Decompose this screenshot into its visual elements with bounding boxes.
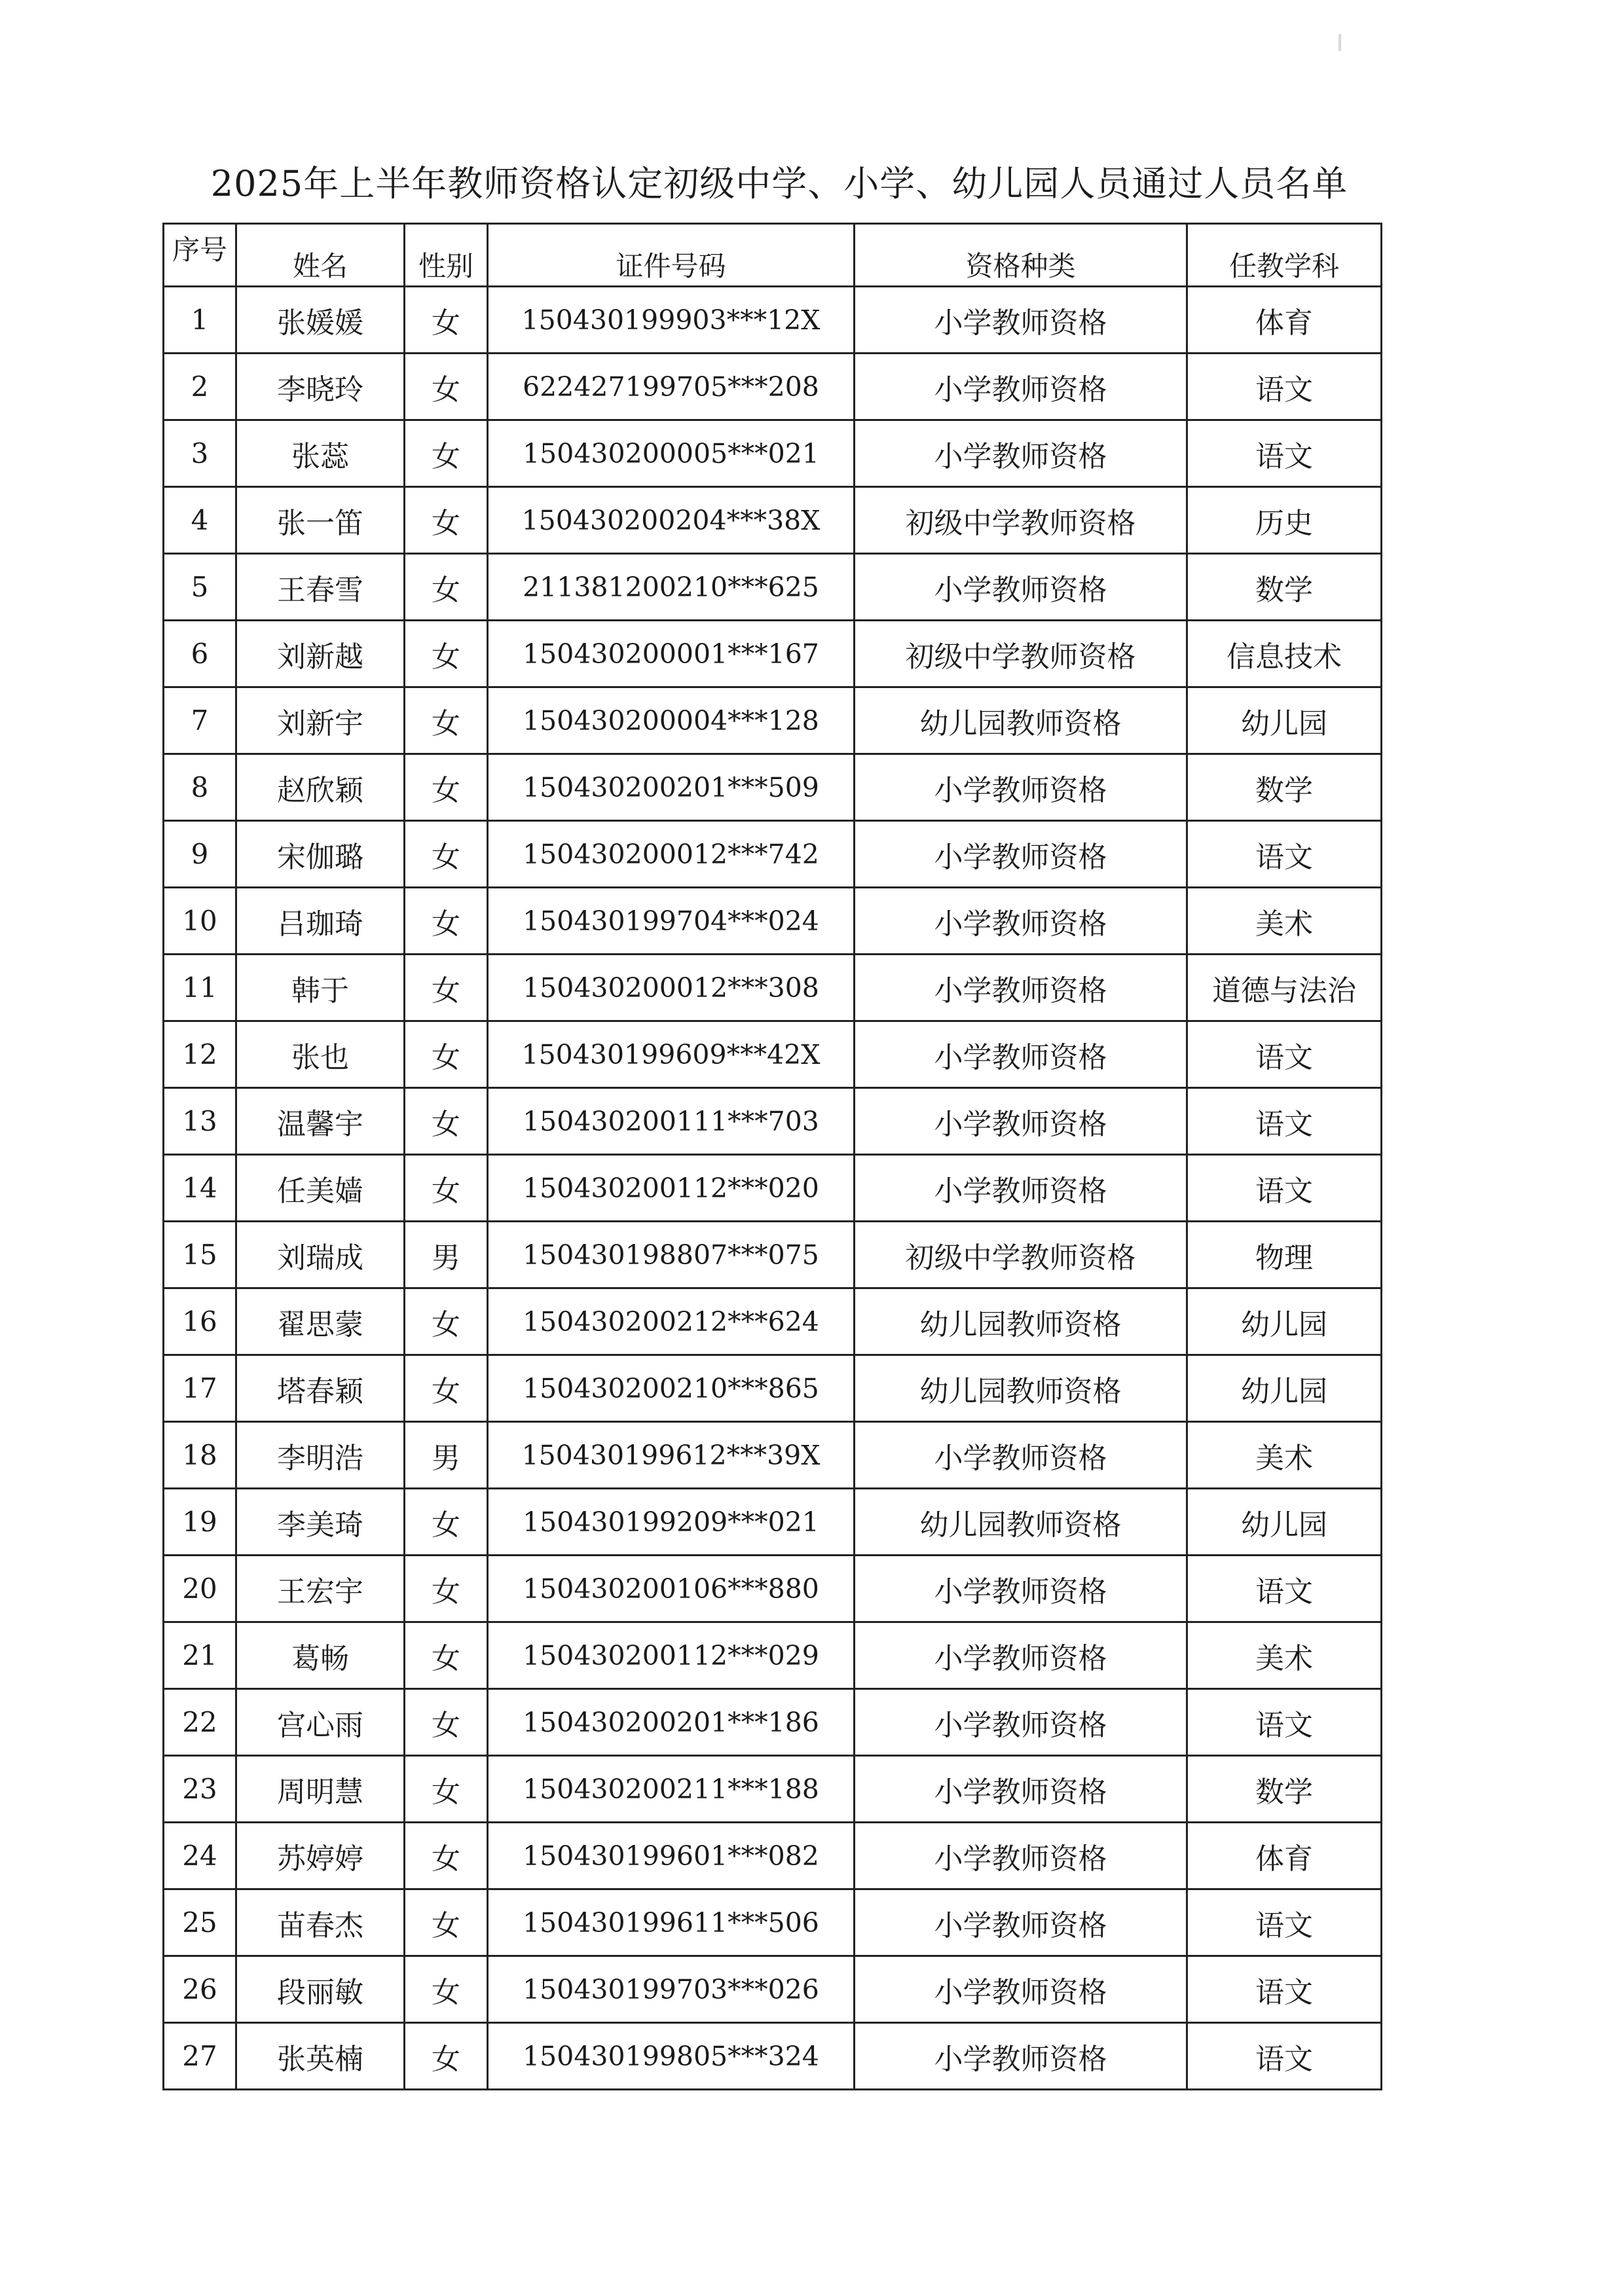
cell-qualification: 幼儿园教师资格 <box>855 1489 1187 1556</box>
cell-subject: 语文 <box>1187 420 1382 487</box>
cell-name: 王春雪 <box>236 554 405 621</box>
cell-gender: 女 <box>405 888 488 955</box>
cell-gender: 女 <box>405 1288 488 1355</box>
cell-seq: 26 <box>164 1956 236 2023</box>
cell-subject: 语文 <box>1187 1689 1382 1756</box>
cell-gender: 女 <box>405 1489 488 1556</box>
cell-id-number: 150430199703***026 <box>488 1956 855 2023</box>
cell-subject: 数学 <box>1187 1756 1382 1823</box>
cell-qualification: 小学教师资格 <box>855 1889 1187 1956</box>
cell-id-number: 150430200004***128 <box>488 687 855 754</box>
cell-subject: 美术 <box>1187 1622 1382 1689</box>
cell-subject: 语文 <box>1187 1889 1382 1956</box>
cell-id-number: 150430200012***308 <box>488 955 855 1021</box>
table-row <box>164 487 1382 554</box>
cell-seq: 21 <box>164 1622 236 1689</box>
cell-name: 刘新宇 <box>236 687 405 754</box>
cell-qualification: 幼儿园教师资格 <box>855 687 1187 754</box>
table-row <box>164 1689 1382 1756</box>
cell-subject: 语文 <box>1187 821 1382 888</box>
header-subject: 任教学科 <box>1187 224 1382 287</box>
cell-seq: 20 <box>164 1556 236 1622</box>
cell-name: 张媛媛 <box>236 287 405 354</box>
cell-name: 宋伽璐 <box>236 821 405 888</box>
cell-gender: 女 <box>405 1155 488 1222</box>
table-row <box>164 687 1382 754</box>
table-row <box>164 354 1382 420</box>
cell-subject: 语文 <box>1187 1956 1382 2023</box>
cell-seq: 7 <box>164 687 236 754</box>
cell-qualification: 小学教师资格 <box>855 1622 1187 1689</box>
cell-seq: 11 <box>164 955 236 1021</box>
cell-id-number: 150430200112***020 <box>488 1155 855 1222</box>
cell-id-number: 150430199612***39X <box>488 1422 855 1489</box>
cell-subject: 语文 <box>1187 1021 1382 1088</box>
cell-qualification: 小学教师资格 <box>855 554 1187 621</box>
header-qualification: 资格种类 <box>855 224 1187 287</box>
cell-subject: 幼儿园 <box>1187 1288 1382 1355</box>
header-gender: 性别 <box>405 224 488 287</box>
cell-id-number: 622427199705***208 <box>488 354 855 420</box>
cell-qualification: 小学教师资格 <box>855 287 1187 354</box>
table-row <box>164 420 1382 487</box>
table-row <box>164 754 1382 821</box>
cell-subject: 语文 <box>1187 1088 1382 1155</box>
cell-seq: 10 <box>164 888 236 955</box>
cell-subject: 语文 <box>1187 1155 1382 1222</box>
cell-id-number: 150430200210***865 <box>488 1355 855 1422</box>
cell-subject: 体育 <box>1187 287 1382 354</box>
cell-name: 吕珈琦 <box>236 888 405 955</box>
cell-id-number: 150430199209***021 <box>488 1489 855 1556</box>
cell-qualification: 小学教师资格 <box>855 821 1187 888</box>
cell-seq: 17 <box>164 1355 236 1422</box>
cell-name: 刘新越 <box>236 621 405 687</box>
table-header-row <box>164 224 1382 287</box>
cell-qualification: 小学教师资格 <box>855 1823 1187 1889</box>
cell-name: 李美琦 <box>236 1489 405 1556</box>
cell-seq: 8 <box>164 754 236 821</box>
cell-subject: 美术 <box>1187 1422 1382 1489</box>
cell-id-number: 150430200201***186 <box>488 1689 855 1756</box>
cell-seq: 1 <box>164 287 236 354</box>
cell-qualification: 小学教师资格 <box>855 754 1187 821</box>
cell-qualification: 初级中学教师资格 <box>855 1222 1187 1288</box>
cell-seq: 24 <box>164 1823 236 1889</box>
cell-qualification: 小学教师资格 <box>855 1689 1187 1756</box>
cell-subject: 信息技术 <box>1187 621 1382 687</box>
cell-name: 翟思蒙 <box>236 1288 405 1355</box>
cell-qualification: 小学教师资格 <box>855 888 1187 955</box>
cell-qualification: 初级中学教师资格 <box>855 487 1187 554</box>
cell-subject: 道德与法治 <box>1187 955 1382 1021</box>
cell-name: 张也 <box>236 1021 405 1088</box>
cell-gender: 女 <box>405 487 488 554</box>
cell-name: 刘瑞成 <box>236 1222 405 1288</box>
cell-name: 任美嫱 <box>236 1155 405 1222</box>
cell-seq: 19 <box>164 1489 236 1556</box>
cell-name: 葛畅 <box>236 1622 405 1689</box>
header-name: 姓名 <box>236 224 405 287</box>
cell-qualification: 小学教师资格 <box>855 1155 1187 1222</box>
cell-seq: 14 <box>164 1155 236 1222</box>
page-title: 2025年上半年教师资格认定初级中学、小学、幼儿园人员通过人员名单 <box>210 163 1348 204</box>
cell-seq: 23 <box>164 1756 236 1823</box>
table-row <box>164 1756 1382 1823</box>
cell-subject: 幼儿园 <box>1187 687 1382 754</box>
cell-gender: 女 <box>405 1756 488 1823</box>
cell-seq: 22 <box>164 1689 236 1756</box>
cell-seq: 13 <box>164 1088 236 1155</box>
cell-gender: 女 <box>405 1088 488 1155</box>
cell-qualification: 小学教师资格 <box>855 1422 1187 1489</box>
cell-seq: 6 <box>164 621 236 687</box>
cell-gender: 女 <box>405 955 488 1021</box>
cell-name: 张一笛 <box>236 487 405 554</box>
table-row <box>164 1956 1382 2023</box>
cell-subject: 数学 <box>1187 754 1382 821</box>
cell-id-number: 150430200204***38X <box>488 487 855 554</box>
cell-name: 塔春颖 <box>236 1355 405 1422</box>
cell-id-number: 150430199611***506 <box>488 1889 855 1956</box>
cell-seq: 4 <box>164 487 236 554</box>
cell-id-number: 150430200012***742 <box>488 821 855 888</box>
cell-seq: 9 <box>164 821 236 888</box>
cell-name: 苗春杰 <box>236 1889 405 1956</box>
cell-name: 周明慧 <box>236 1756 405 1823</box>
cell-gender: 女 <box>405 1355 488 1422</box>
table-row <box>164 621 1382 687</box>
cell-id-number: 150430200106***880 <box>488 1556 855 1622</box>
cell-id-number: 150430200212***624 <box>488 1288 855 1355</box>
cell-subject: 物理 <box>1187 1222 1382 1288</box>
cell-gender: 女 <box>405 2023 488 2090</box>
cell-qualification: 幼儿园教师资格 <box>855 1288 1187 1355</box>
table-row <box>164 1155 1382 1222</box>
cell-id-number: 150430199601***082 <box>488 1823 855 1889</box>
cell-subject: 幼儿园 <box>1187 1489 1382 1556</box>
cell-name: 段丽敏 <box>236 1956 405 2023</box>
cell-qualification: 小学教师资格 <box>855 1956 1187 2023</box>
cell-seq: 3 <box>164 420 236 487</box>
table-row <box>164 1288 1382 1355</box>
cell-gender: 女 <box>405 554 488 621</box>
cell-subject: 幼儿园 <box>1187 1355 1382 1422</box>
cell-gender: 女 <box>405 1689 488 1756</box>
cell-subject: 语文 <box>1187 2023 1382 2090</box>
cell-subject: 美术 <box>1187 888 1382 955</box>
cell-name: 赵欣颖 <box>236 754 405 821</box>
cell-gender: 女 <box>405 1556 488 1622</box>
cell-qualification: 小学教师资格 <box>855 1021 1187 1088</box>
cell-seq: 2 <box>164 354 236 420</box>
table-row <box>164 1556 1382 1622</box>
cell-id-number: 150430200111***703 <box>488 1088 855 1155</box>
cell-gender: 男 <box>405 1422 488 1489</box>
table-row <box>164 1489 1382 1556</box>
cell-gender: 女 <box>405 1889 488 1956</box>
cell-qualification: 幼儿园教师资格 <box>855 1355 1187 1422</box>
cell-subject: 数学 <box>1187 554 1382 621</box>
table-row <box>164 955 1382 1021</box>
table-row <box>164 1823 1382 1889</box>
cell-name: 李晓玲 <box>236 354 405 420</box>
cell-id-number: 150430200201***509 <box>488 754 855 821</box>
table-row <box>164 888 1382 955</box>
cell-name: 李明浩 <box>236 1422 405 1489</box>
cell-subject: 语文 <box>1187 1556 1382 1622</box>
table-row <box>164 1422 1382 1489</box>
cell-gender: 女 <box>405 821 488 888</box>
cell-gender: 女 <box>405 354 488 420</box>
cell-name: 张英楠 <box>236 2023 405 2090</box>
cell-subject: 历史 <box>1187 487 1382 554</box>
cell-gender: 女 <box>405 1956 488 2023</box>
cell-seq: 27 <box>164 2023 236 2090</box>
cell-subject: 语文 <box>1187 354 1382 420</box>
cell-id-number: 150430200211***188 <box>488 1756 855 1823</box>
cell-gender: 女 <box>405 1021 488 1088</box>
cell-qualification: 小学教师资格 <box>855 1556 1187 1622</box>
cell-name: 张蕊 <box>236 420 405 487</box>
cell-id-number: 150430199903***12X <box>488 287 855 354</box>
cell-name: 韩于 <box>236 955 405 1021</box>
table-row <box>164 287 1382 354</box>
table-row <box>164 1021 1382 1088</box>
cell-gender: 女 <box>405 420 488 487</box>
header-id: 证件号码 <box>488 224 855 287</box>
cell-id-number: 150430198807***075 <box>488 1222 855 1288</box>
cell-gender: 女 <box>405 687 488 754</box>
roster-table <box>162 223 1382 2090</box>
cell-id-number: 150430199609***42X <box>488 1021 855 1088</box>
table-row <box>164 2023 1382 2090</box>
cell-qualification: 小学教师资格 <box>855 1756 1187 1823</box>
table-row <box>164 554 1382 621</box>
table-row <box>164 821 1382 888</box>
table-body <box>164 287 1382 2090</box>
table-row <box>164 1088 1382 1155</box>
cell-seq: 18 <box>164 1422 236 1489</box>
cell-name: 王宏宇 <box>236 1556 405 1622</box>
cell-qualification: 初级中学教师资格 <box>855 621 1187 687</box>
cell-gender: 女 <box>405 1823 488 1889</box>
cell-gender: 女 <box>405 621 488 687</box>
table-row <box>164 1622 1382 1689</box>
cell-seq: 12 <box>164 1021 236 1088</box>
cell-name: 温馨宇 <box>236 1088 405 1155</box>
cell-name: 苏婷婷 <box>236 1823 405 1889</box>
cell-qualification: 小学教师资格 <box>855 2023 1187 2090</box>
cell-qualification: 小学教师资格 <box>855 354 1187 420</box>
cell-qualification: 小学教师资格 <box>855 955 1187 1021</box>
cell-qualification: 小学教师资格 <box>855 1088 1187 1155</box>
cell-gender: 女 <box>405 754 488 821</box>
table-row <box>164 1889 1382 1956</box>
cell-seq: 25 <box>164 1889 236 1956</box>
cell-id-number: 150430199704***024 <box>488 888 855 955</box>
cell-gender: 男 <box>405 1222 488 1288</box>
table-row <box>164 1355 1382 1422</box>
cell-id-number: 211381200210***625 <box>488 554 855 621</box>
cell-seq: 15 <box>164 1222 236 1288</box>
cell-seq: 5 <box>164 554 236 621</box>
cell-id-number: 150430200005***021 <box>488 420 855 487</box>
cell-seq: 16 <box>164 1288 236 1355</box>
cell-name: 宫心雨 <box>236 1689 405 1756</box>
cell-id-number: 150430199805***324 <box>488 2023 855 2090</box>
table-row <box>164 1222 1382 1288</box>
cell-id-number: 150430200112***029 <box>488 1622 855 1689</box>
cell-qualification: 小学教师资格 <box>855 420 1187 487</box>
header-seq: 序号 <box>164 224 236 287</box>
cell-gender: 女 <box>405 287 488 354</box>
scan-mark <box>1338 34 1341 51</box>
cell-gender: 女 <box>405 1622 488 1689</box>
cell-id-number: 150430200001***167 <box>488 621 855 687</box>
cell-subject: 体育 <box>1187 1823 1382 1889</box>
